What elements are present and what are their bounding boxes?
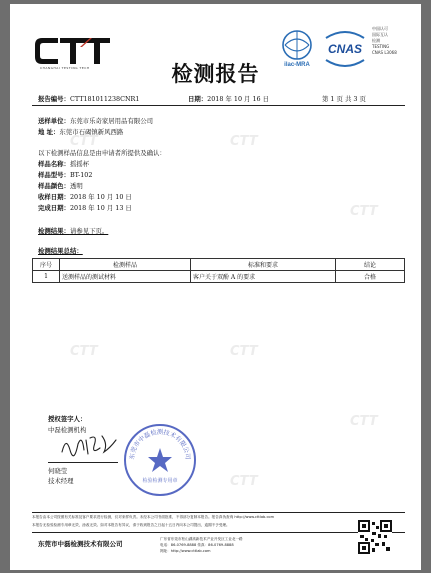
logo-tagline: CHANGHAI TESTING TECH [40, 66, 90, 70]
result-note: 检测结果：请参见下页。 [38, 227, 109, 235]
client-name: 送样单位：东莞市乐奇家居用品有限公司 [38, 117, 154, 125]
seal-subtext: 检验检测专用章 [142, 478, 178, 484]
sample-field: 样品型号：BT-102 [38, 171, 93, 179]
footer-disclaimer: 本报告无检验检测专用章无效，涂改无效。如对本报告有异议，请于收到报告之日起十五日内向本公司提出，逾期不予受理。 [32, 523, 230, 527]
footer-website: 网址：http://www.cttlab.com [160, 549, 211, 553]
signatory-label: 授权签字人： [48, 415, 87, 423]
cnas-label: CNAS [327, 42, 363, 56]
table-row [33, 271, 405, 283]
table-cell: 送测样品的测试材料 [60, 271, 191, 283]
sample-intro: 以下检测样品信息是由申请者所提供及确认： [38, 149, 166, 157]
signatory-position: 技术经理 [48, 477, 74, 485]
footer-company: 东莞市中磊检测技术有限公司 [38, 540, 123, 548]
client-address: 地 址：东莞市石碣镇新风西路 [38, 128, 124, 136]
table-header-row [33, 259, 405, 271]
page-indicator: 第 1 页 共 3 页 [322, 95, 366, 103]
summary-table [32, 258, 405, 283]
summary-label: 检测结果总结： [38, 247, 83, 255]
table-cell: 合格 [336, 271, 405, 283]
sample-field: 完成日期：2018 年 10 月 13 日 [38, 204, 132, 212]
footer-disclaimer: 本报告由本公司按照有关标准及客户要求进行检测，仅对来样负责。未经本公司书面批准，不得部分复制本报告。报告真伪查询 http://www.cttlab.com [32, 515, 275, 519]
handwritten-signature [58, 430, 120, 460]
watermark: CTT [350, 204, 378, 219]
qr-code-icon [358, 520, 392, 554]
official-seal-icon [122, 422, 198, 498]
divider [32, 532, 405, 533]
report-number: 报告编号：CTT181011238CNR1 [38, 95, 140, 103]
watermark: CTT [230, 134, 258, 149]
divider [32, 105, 405, 106]
divider [32, 512, 405, 513]
table-cell: 1 [33, 271, 60, 283]
table-cell: 客户关于双酚 A 的要求 [191, 271, 336, 283]
watermark: CTT [230, 344, 258, 359]
signature-line [48, 462, 118, 463]
report-page [10, 4, 421, 570]
seal-text: 东莞市中磊检测技术有限公司 [128, 429, 192, 460]
cnas-accreditation-text: 中国认可 国际互认 检测 TESTING CNAS L3068 [372, 26, 397, 55]
sample-field: 样品名称：摇摇杯 [38, 160, 90, 168]
ilac-label: ilac-MRA [284, 62, 310, 68]
sample-field: 收样日期：2018 年 10 月 10 日 [38, 193, 132, 201]
watermark: CTT [70, 134, 98, 149]
watermark: CTT [230, 474, 258, 489]
watermark: CTT [350, 414, 378, 429]
column-header: 序号 [33, 259, 60, 271]
footer-phone: 电话：86-0769-8888 传真：86-0769-8888 [160, 543, 234, 547]
report-date: 日期：2018 年 10 月 16 日 [188, 95, 270, 103]
column-header: 检测样品 [60, 259, 191, 271]
report-title: 检测报告 [171, 61, 260, 86]
column-header: 标准和要求 [191, 259, 336, 271]
signatory-org: 中磊检测机构 [48, 426, 87, 434]
footer-address: 广东省东莞市松山湖高新技术产业开发区工业北一路 [160, 537, 243, 541]
sample-field: 样品颜色：透明 [38, 182, 83, 190]
column-header: 结论 [336, 259, 405, 271]
signatory-name: 何晓莹 [48, 467, 68, 475]
watermark: CTT [70, 344, 98, 359]
